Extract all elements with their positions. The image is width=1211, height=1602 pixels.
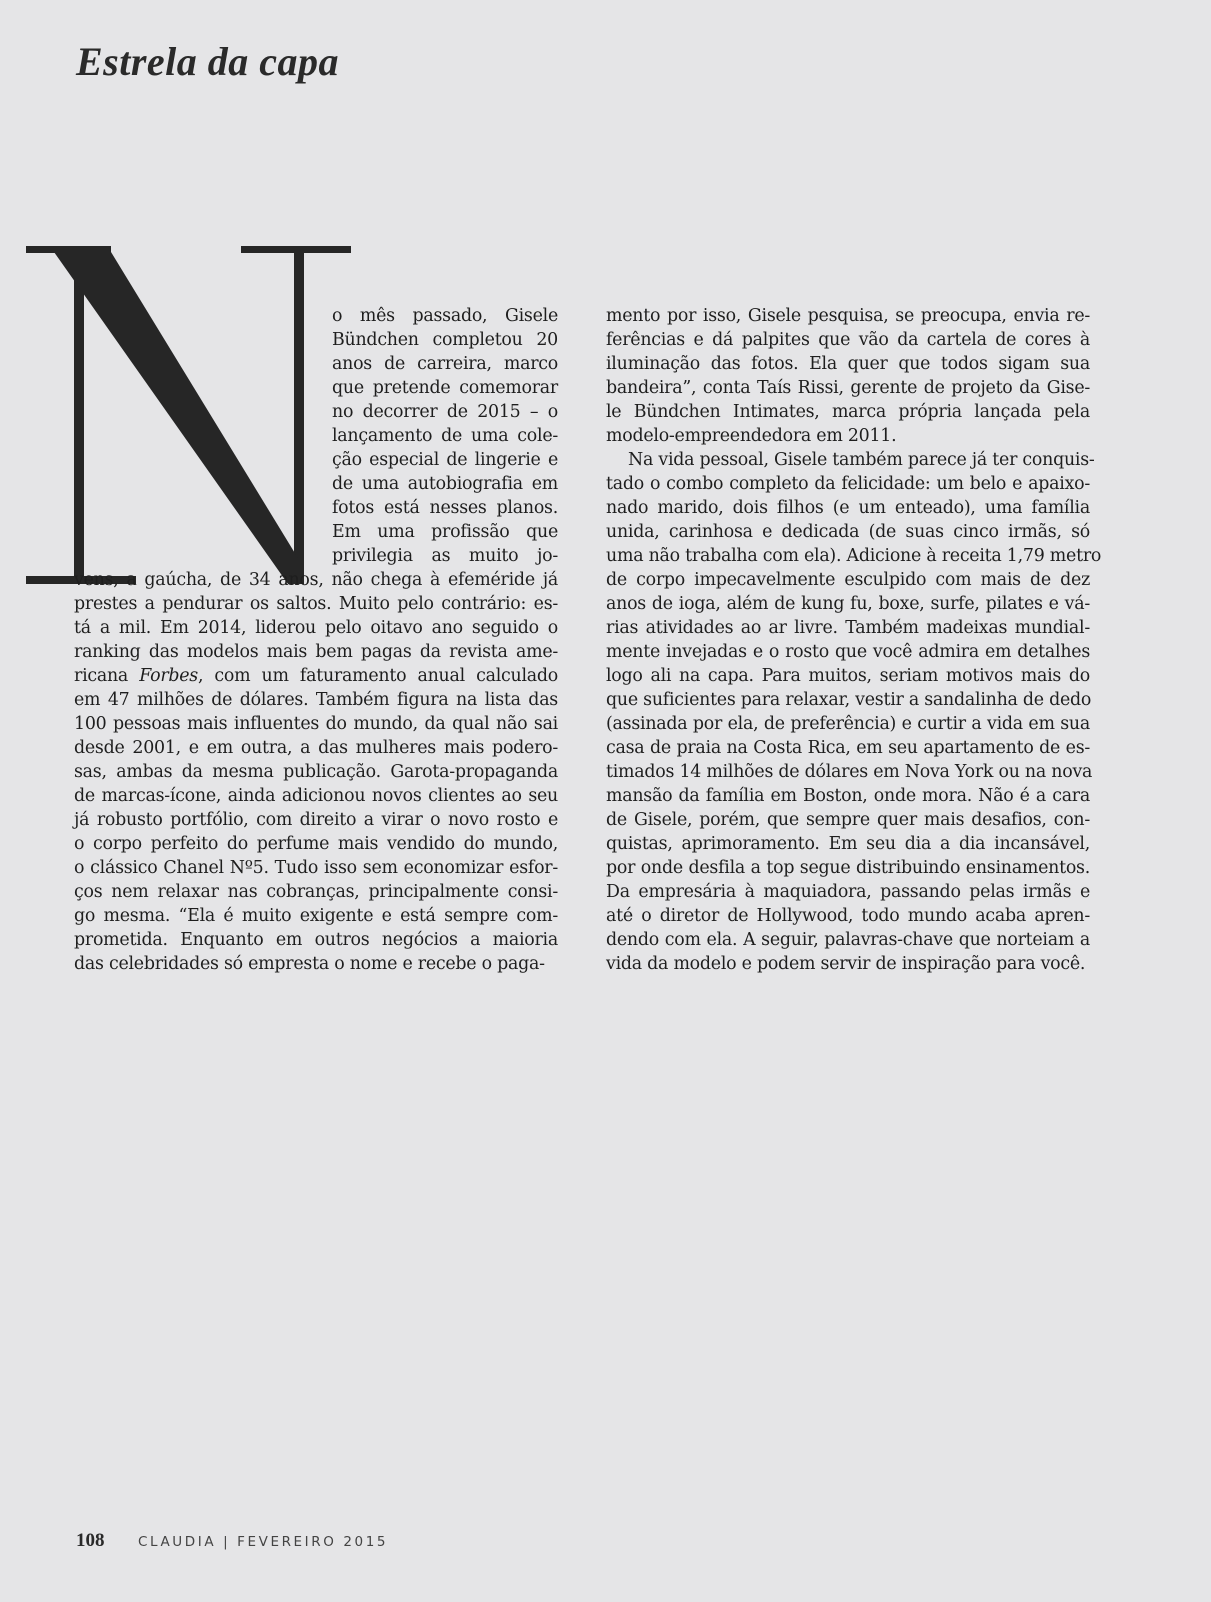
text-line: (assinada por ela, de preferência) e curtir a vida em sua (606, 714, 1090, 734)
text-line: vida da modelo e podem servir de inspiração para você. (606, 954, 1086, 974)
text-line: 100 pessoas mais influentes do mundo, da qual não sai (74, 714, 558, 734)
text-line: vens, a gaúcha, de 34 anos, não chega à efeméride já (74, 570, 558, 590)
text-line: prometida. Enquanto em outros negócios a maioria (74, 930, 558, 950)
text-line: lançamento de uma cole- (332, 426, 558, 446)
magazine-issue: CLAUDIA | FEVEREIRO 2015 (138, 1534, 389, 1550)
text-line (74, 664, 558, 688)
text-line: Bündchen completou 20 (332, 330, 558, 350)
text-line: desde 2001, e em outra, a das mulheres mais podero- (74, 738, 558, 758)
text-line: le Bündchen Intimates, marca própria lançada pela (606, 402, 1090, 422)
text-line: de Gisele, porém, que sempre quer mais desafios, con- (606, 810, 1090, 830)
text-line: dendo com ela. A seguir, palavras-chave que norteiam a (606, 930, 1090, 950)
text-line: iluminação das fotos. Ela quer que todos sigam sua (606, 354, 1090, 374)
text-line: o mês passado, Gisele (332, 306, 558, 326)
page-number: 108 (76, 1530, 105, 1551)
text-line: já robusto portfólio, com direito a virar o novo rosto e (74, 810, 558, 830)
text-line: até o diretor de Hollywood, todo mundo acaba apren- (606, 906, 1090, 926)
text-line: quistas, aprimoramento. Em seu dia a dia incansável, (606, 834, 1090, 854)
section-title: Estrela da capa (76, 39, 340, 84)
text-line: por onde desfila a top segue distribuindo ensinamentos. (606, 858, 1090, 878)
text-line: tá a mil. Em 2014, liderou pelo oitavo ano seguido o (74, 618, 558, 638)
text-line: de uma autobiografia em (332, 474, 558, 494)
text-line: rias atividades ao ar livre. Também madeixas mundial- (606, 618, 1090, 638)
text-line: ção especial de lingerie e (332, 450, 558, 470)
text-line: prestes a pendurar os saltos. Muito pelo contrário: es- (74, 594, 558, 614)
text-line: ferências e dá palpites que vão da cartela de cores à (606, 330, 1090, 350)
text-line: que suficientes para relaxar, vestir a sandalinha de dedo (606, 690, 1092, 710)
text-line: bandeira”, conta Taís Rissi, gerente de projeto da Gise- (606, 378, 1090, 398)
text-line: uma não trabalha com ela). Adicione à receita 1,79 metro (606, 546, 1102, 566)
text-line: mansão da família em Boston, onde mora. Não é a cara (606, 786, 1090, 806)
text-line: em 47 milhões de dólares. Também figura na lista das (74, 690, 558, 710)
text-line: Da empresária à maquiadora, passando pelas irmãs e (606, 882, 1090, 902)
text-line: anos de ioga, além de kung fu, boxe, surfe, pilates e vá- (606, 594, 1090, 614)
text-line: o corpo perfeito do perfume mais vendido do mundo, (74, 834, 558, 854)
text-line: das celebridades só empresta o nome e recebe o paga- (74, 954, 545, 974)
text-line: logo ali na capa. Para muitos, seriam motivos mais do (606, 666, 1090, 686)
text-line: Na vida pessoal, Gisele também parece já ter conquis- (628, 450, 1095, 470)
publication-name: Forbes (139, 666, 198, 686)
text-line: Em uma profissão que (332, 522, 558, 542)
text-line: fotos está nesses planos. (332, 498, 558, 518)
text-line: anos de carreira, marco (332, 354, 558, 374)
text-line: no decorrer de 2015 – o (332, 402, 558, 422)
text-line: mente invejadas e o rosto que você admira em detalhes (606, 642, 1090, 662)
text-line: privilegia as muito jo- (332, 546, 558, 566)
text-line: ços nem relaxar nas cobranças, principalmente consi- (74, 882, 558, 902)
text-line: de marcas-ícone, ainda adicionou novos clientes ao seu (74, 786, 558, 806)
text-fragment: ricana (74, 666, 140, 686)
text-line: de corpo impecavelmente esculpido com mais de dez (606, 570, 1090, 590)
text-line: unida, carinhosa e dedicada (de suas cinco irmãs, só (606, 522, 1090, 542)
text-line: casa de praia na Costa Rica, em seu apartamento de es- (606, 738, 1090, 758)
text-line: que pretende comemorar (332, 378, 558, 398)
text-line: mento por isso, Gisele pesquisa, se preocupa, envia re- (606, 306, 1090, 326)
text-line: o clássico Chanel Nº5. Tudo isso sem economizar esfor- (74, 858, 558, 878)
text-line: ranking das modelos mais bem pagas da revista ame- (74, 642, 558, 662)
text-line: timados 14 milhões de dólares em Nova York ou na nova (606, 762, 1093, 782)
text-line: sas, ambas da mesma publicação. Garota-propaganda (74, 762, 558, 782)
text-line: tado o combo completo da felicidade: um belo e apaixo- (606, 474, 1090, 494)
text-line: nado marido, dois filhos (e um enteado), uma família (606, 498, 1090, 518)
text-line: modelo-empreendedora em 2011. (606, 426, 897, 446)
text-line: go mesma. “Ela é muito exigente e está sempre com- (74, 906, 558, 926)
text-fragment: , com um faturamento anual calculado (197, 666, 558, 686)
dropcap-letter-n (26, 246, 356, 584)
